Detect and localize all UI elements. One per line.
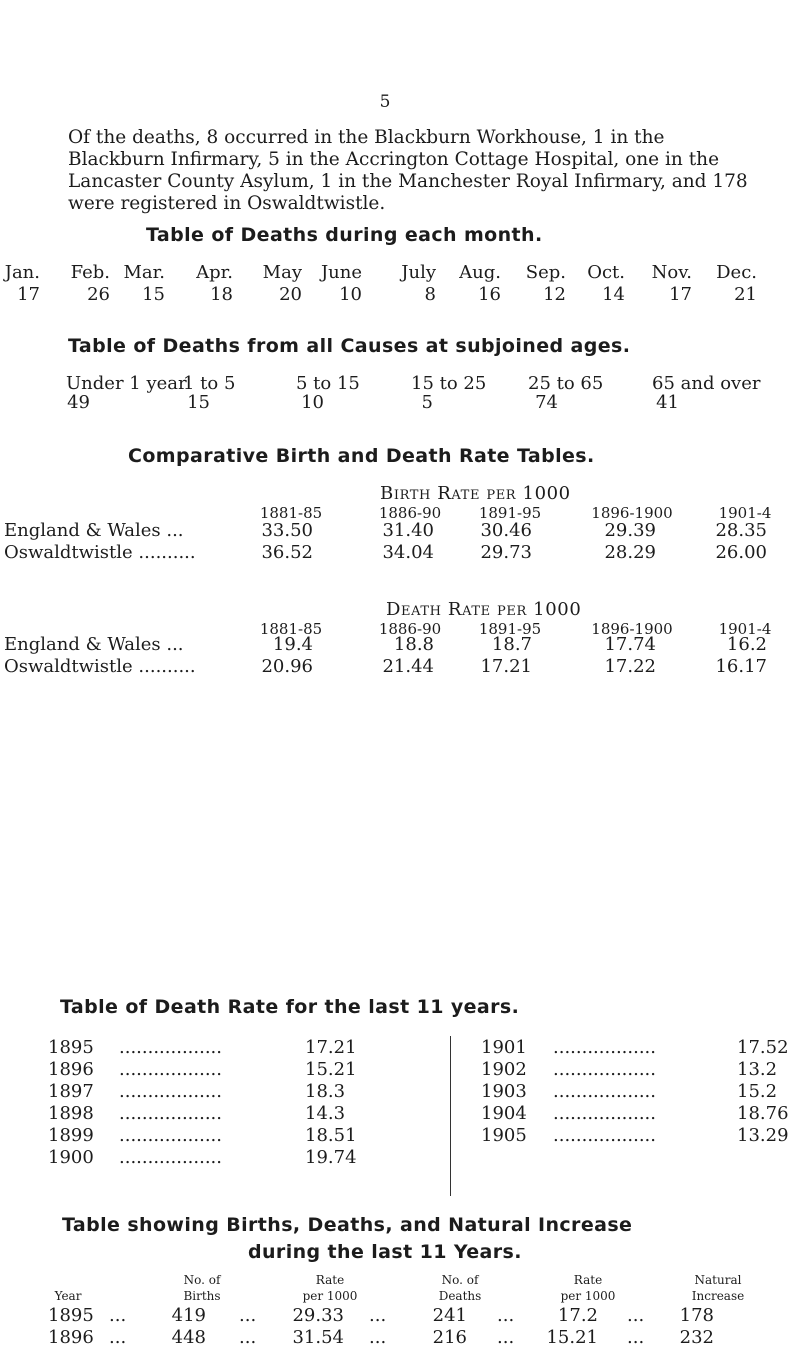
column-header: Year <box>54 1289 82 1303</box>
month-label: June <box>320 262 362 283</box>
month-label: Jan. <box>4 262 40 283</box>
monthly-table-title: Table of Deaths during each month. <box>146 224 543 246</box>
death-rate-value: 19.74 <box>305 1147 357 1168</box>
death-rate-value: 17.2 <box>557 1305 598 1326</box>
year-label: 1897 <box>48 1081 94 1102</box>
age-group-label: 5 to 15 <box>296 373 360 394</box>
leader-dots: .................. <box>119 1103 222 1124</box>
leader-dots: ... <box>497 1305 515 1326</box>
age-group-death-count: 49 <box>67 392 90 413</box>
rate-value: 18.7 <box>491 634 532 655</box>
death-rate-heading: Death Rate per 1000 <box>386 599 582 620</box>
period-label: 1886-90 <box>378 504 442 522</box>
rate-value: 29.39 <box>604 520 656 541</box>
month-label: Apr. <box>196 262 233 283</box>
leader-dots: .................. <box>553 1037 656 1058</box>
period-label: 1886-90 <box>378 620 442 638</box>
month-death-count: 26 <box>87 284 110 305</box>
period-label: 1901-4 <box>718 504 772 522</box>
rate-value: 34.04 <box>382 542 434 563</box>
rate-value: 18.8 <box>393 634 434 655</box>
leader-dots: ... <box>239 1327 257 1348</box>
leader-dots: ... <box>627 1305 645 1326</box>
year-label: 1899 <box>48 1125 94 1146</box>
leader-dots: .................. <box>553 1059 656 1080</box>
natural-increase-value: 178 <box>679 1305 714 1326</box>
period-label: 1881-85 <box>259 504 323 522</box>
leader-dots: .................. <box>119 1125 222 1146</box>
year-label: 1895 <box>48 1305 94 1326</box>
rate-value: 26.00 <box>715 542 767 563</box>
death-rate-value: 18.76 <box>737 1103 789 1124</box>
births-value: 419 <box>171 1305 206 1326</box>
leader-dots: ... <box>497 1327 515 1348</box>
leader-dots: ... <box>109 1305 127 1326</box>
deaths-value: 216 <box>432 1327 467 1348</box>
rate-value: 17.22 <box>604 656 656 677</box>
column-header: Deaths <box>438 1289 482 1303</box>
rate-value: 31.40 <box>382 520 434 541</box>
column-header: Births <box>183 1289 221 1303</box>
area-label: England & Wales ... <box>4 634 184 655</box>
rate-value: 16.2 <box>726 634 767 655</box>
year-label: 1902 <box>481 1059 527 1080</box>
age-group-death-count: 10 <box>301 392 324 413</box>
age-group-label: 1 to 5 <box>183 373 236 394</box>
leader-dots: ... <box>109 1327 127 1348</box>
period-label: 1896-1900 <box>591 620 673 638</box>
ages-table-title: Table of Deaths from all Causes at subjoined ages. <box>68 335 631 357</box>
month-death-count: 17 <box>17 284 40 305</box>
leader-dots: ... <box>239 1305 257 1326</box>
rate-value: 17.74 <box>604 634 656 655</box>
age-group-label: 65 and over <box>652 373 761 394</box>
month-death-count: 16 <box>478 284 501 305</box>
death-rate-value: 13.2 <box>737 1059 778 1080</box>
year-label: 1905 <box>481 1125 527 1146</box>
month-label: July <box>401 262 436 283</box>
month-label: Mar. <box>123 262 165 283</box>
month-death-count: 21 <box>734 284 757 305</box>
rate-value: 20.96 <box>261 656 313 677</box>
death-rate-value: 15.21 <box>546 1327 598 1348</box>
leader-dots: .................. <box>553 1125 656 1146</box>
month-label: Nov. <box>651 262 692 283</box>
rate-value: 19.4 <box>272 634 313 655</box>
leader-dots: .................. <box>119 1059 222 1080</box>
deaths-value: 241 <box>432 1305 467 1326</box>
death-rate-value: 17.21 <box>305 1037 357 1058</box>
month-death-count: 10 <box>339 284 362 305</box>
year-label: 1895 <box>48 1037 94 1058</box>
period-label: 1891-95 <box>478 504 542 522</box>
birth-rate-value: 29.33 <box>292 1305 344 1326</box>
comparative-tables-title: Comparative Birth and Death Rate Tables. <box>128 445 595 467</box>
rate-value: 29.73 <box>480 542 532 563</box>
year-label: 1896 <box>48 1059 94 1080</box>
eleven-years-table-title: Table of Death Rate for the last 11 years. <box>60 996 520 1018</box>
period-label: 1891-95 <box>478 620 542 638</box>
intro-paragraph: Of the deaths, 8 occurred in the Blackburn Workhouse, 1 in the Blackburn Infirmary, 5 in the Accrington Cottage Hospital, one in the Lancaster County Asylum, 1 in the Manchester Royal Infirmary, and 178 were registered in Oswaldtwistle. <box>68 127 748 214</box>
year-label: 1898 <box>48 1103 94 1124</box>
rate-value: 17.21 <box>480 656 532 677</box>
period-label: 1896-1900 <box>591 504 673 522</box>
leader-dots: ... <box>369 1305 387 1326</box>
leader-dots: .................. <box>119 1037 222 1058</box>
age-group-label: Under 1 year <box>66 373 187 394</box>
rate-value: 28.29 <box>604 542 656 563</box>
month-label: Oct. <box>587 262 625 283</box>
month-death-count: 15 <box>142 284 165 305</box>
year-label: 1904 <box>481 1103 527 1124</box>
month-death-count: 17 <box>669 284 692 305</box>
rate-value: 28.35 <box>715 520 767 541</box>
leader-dots: ... <box>627 1327 645 1348</box>
month-label: Aug. <box>459 262 501 283</box>
age-group-label: 25 to 65 <box>528 373 604 394</box>
rate-value: 36.52 <box>261 542 313 563</box>
births-value: 448 <box>171 1327 206 1348</box>
death-rate-value: 18.3 <box>305 1081 346 1102</box>
month-death-count: 8 <box>424 284 436 305</box>
column-header: Increase <box>691 1289 745 1303</box>
year-label: 1896 <box>48 1327 94 1348</box>
column-divider <box>450 1036 451 1196</box>
age-group-label: 15 to 25 <box>411 373 487 394</box>
column-header: No. of <box>183 1273 221 1287</box>
leader-dots: .................. <box>553 1081 656 1102</box>
year-label: 1900 <box>48 1147 94 1168</box>
area-label: Oswaldtwistle .......... <box>4 656 196 677</box>
leader-dots: ... <box>369 1327 387 1348</box>
column-header: No. of <box>441 1273 479 1287</box>
area-label: Oswaldtwistle .......... <box>4 542 196 563</box>
rate-value: 16.17 <box>715 656 767 677</box>
period-label: 1901-4 <box>718 620 772 638</box>
month-label: Dec. <box>716 262 757 283</box>
death-rate-value: 15.2 <box>737 1081 778 1102</box>
area-label: England & Wales ... <box>4 520 184 541</box>
period-label: 1881-85 <box>259 620 323 638</box>
column-header: per 1000 <box>560 1289 616 1303</box>
month-death-count: 18 <box>210 284 233 305</box>
column-header: Rate <box>573 1273 603 1287</box>
rate-value: 33.50 <box>261 520 313 541</box>
month-label: Feb. <box>70 262 110 283</box>
birth-rate-heading: Birth Rate per 1000 <box>380 483 571 504</box>
month-death-count: 20 <box>279 284 302 305</box>
age-group-death-count: 15 <box>187 392 210 413</box>
age-group-death-count: 5 <box>421 392 433 413</box>
birth-rate-value: 31.54 <box>292 1327 344 1348</box>
month-label: Sep. <box>525 262 566 283</box>
year-label: 1901 <box>481 1037 527 1058</box>
month-death-count: 14 <box>602 284 625 305</box>
death-rate-value: 14.3 <box>305 1103 346 1124</box>
page-number: 5 <box>379 92 391 112</box>
death-rate-value: 13.29 <box>737 1125 789 1146</box>
death-rate-value: 17.52 <box>737 1037 789 1058</box>
month-label: May <box>262 262 302 283</box>
leader-dots: .................. <box>119 1147 222 1168</box>
column-header: per 1000 <box>302 1289 358 1303</box>
death-rate-value: 18.51 <box>305 1125 357 1146</box>
rate-value: 21.44 <box>382 656 434 677</box>
column-header: Natural <box>694 1273 742 1287</box>
column-header: Rate <box>315 1273 345 1287</box>
age-group-death-count: 74 <box>535 392 558 413</box>
leader-dots: .................. <box>119 1081 222 1102</box>
death-rate-value: 15.21 <box>305 1059 357 1080</box>
rate-value: 30.46 <box>480 520 532 541</box>
natural-increase-value: 232 <box>679 1327 714 1348</box>
increase-table-title-line1: Table showing Births, Deaths, and Natural Increase <box>62 1214 633 1236</box>
leader-dots: .................. <box>553 1103 656 1124</box>
increase-table-title-line2: during the last 11 Years. <box>248 1241 522 1263</box>
age-group-death-count: 41 <box>656 392 679 413</box>
year-label: 1903 <box>481 1081 527 1102</box>
month-death-count: 12 <box>543 284 566 305</box>
